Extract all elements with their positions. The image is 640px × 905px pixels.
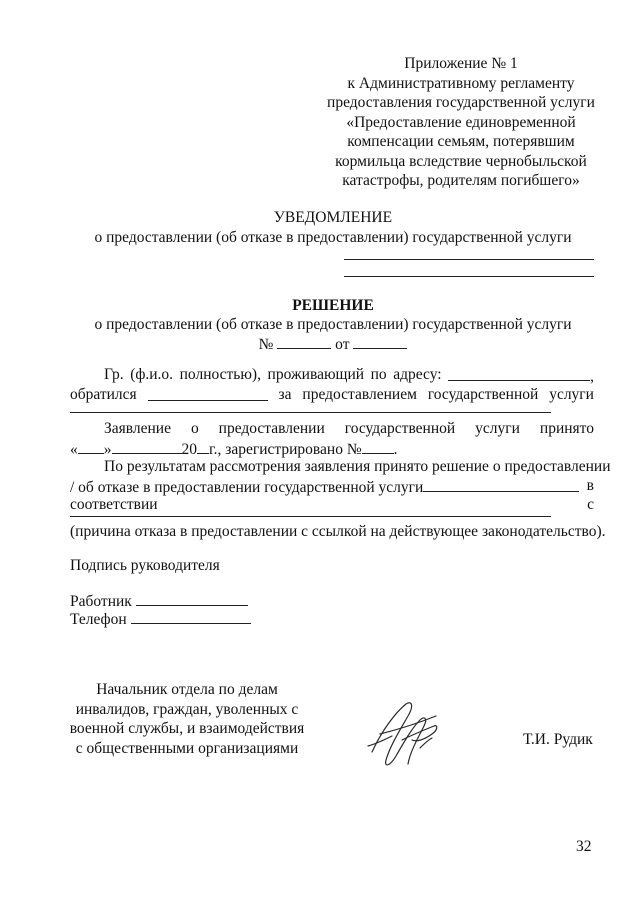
annex-line: компенсации семьям, потерявшим — [347, 133, 575, 150]
date-blank — [353, 334, 407, 349]
position-line: инвалидов, граждан, уволенных с — [75, 700, 299, 718]
day-blank — [78, 439, 104, 454]
service-blank-line — [70, 412, 551, 413]
text: / об отказе в предоставлении государственной услуги — [70, 479, 424, 496]
registration-number-blank — [362, 439, 394, 454]
word: государственной — [427, 386, 539, 403]
phone-row — [70, 609, 251, 629]
word: услуги — [475, 420, 520, 437]
annex-line: катастрофы, родителям погибшего» — [342, 172, 580, 189]
signature-label: Подпись руководителя — [70, 557, 220, 574]
applicant-blank — [148, 386, 268, 401]
body-line-10: (причина отказа в предоставлении с ссылкой на действующее законодательство). — [70, 523, 606, 540]
period: . — [393, 441, 398, 458]
quote-close: » — [103, 441, 112, 458]
word: обратился — [70, 386, 137, 403]
worker-blank — [136, 591, 248, 606]
recipient-line — [344, 259, 594, 260]
word: по — [370, 366, 387, 383]
annex-line: «Предоставление единовременной — [346, 113, 576, 131]
official-name: Т.И. Рудик — [523, 731, 593, 748]
word: за — [278, 386, 292, 403]
month-blank — [112, 439, 168, 454]
decision-blank — [423, 477, 579, 492]
body-line-8 — [70, 496, 594, 514]
page-number: 32 — [576, 838, 592, 855]
decision-title: РЕШЕНИЕ — [292, 297, 374, 314]
registered-text: г., зарегистрировано № — [209, 441, 362, 458]
worker-label: Работник — [70, 593, 132, 610]
body-line-7 — [70, 477, 594, 497]
body-line-2 — [70, 386, 594, 404]
notice-title: УВЕДОМЛЕНИЕ — [273, 209, 393, 226]
date-prefix: от — [335, 336, 350, 353]
body-line-1 — [70, 366, 594, 386]
decision-subtitle: о предоставлении (об отказе в предоставлении) государственной услуги — [94, 316, 572, 333]
annex-line: Приложение № 1 — [404, 55, 518, 72]
reason-blank-line — [70, 516, 551, 517]
year-blank — [197, 439, 209, 454]
recipient-line — [344, 276, 594, 277]
word: Гр. — [104, 366, 124, 383]
decision-number-row — [60, 334, 606, 354]
worker-row — [70, 591, 248, 611]
word: государственной — [344, 420, 456, 437]
notice-subtitle: о предоставлении (об отказе в предоставлении) государственной услуги — [94, 229, 572, 246]
phone-label: Телефон — [70, 611, 127, 628]
word: услуги — [549, 386, 594, 403]
body-line-4 — [70, 420, 594, 438]
filler-blank — [168, 439, 182, 454]
body-line-5 — [70, 439, 594, 459]
address-blank — [448, 366, 590, 381]
word: принято — [539, 420, 594, 437]
position-line: военной службы, и взаимодействия — [69, 720, 305, 737]
word: с — [587, 496, 594, 513]
comma: , — [590, 368, 594, 385]
word: полностью), — [179, 366, 261, 383]
annex-line: к Административному регламенту — [347, 74, 575, 92]
word: о — [190, 420, 199, 437]
quote-open: « — [70, 441, 78, 458]
year-prefix: 20 — [181, 441, 197, 458]
annex-line: предоставления государственной услуги — [327, 94, 595, 111]
word: проживающий — [267, 366, 365, 383]
position-line: Начальник отдела по делам — [96, 681, 278, 698]
word: предоставлением — [302, 386, 417, 403]
word: адресу: — [393, 366, 442, 383]
number-blank — [277, 334, 331, 349]
word: (ф.и.о. — [130, 366, 174, 383]
word: соответствии — [70, 496, 158, 513]
position-line: с общественными организациями — [75, 739, 299, 757]
official-position — [56, 680, 318, 758]
number-sign: № — [258, 336, 274, 353]
word: Заявление — [104, 420, 171, 437]
word: в — [586, 477, 594, 494]
handwritten-signature — [362, 690, 452, 780]
phone-blank — [131, 609, 251, 624]
annex-header — [318, 54, 604, 191]
word: предоставлении — [218, 420, 325, 437]
body-line-6: По результатам рассмотрения заявления принято решение о предоставлении — [104, 458, 611, 475]
annex-line: кормильца вследствие чернобыльской — [335, 152, 587, 170]
